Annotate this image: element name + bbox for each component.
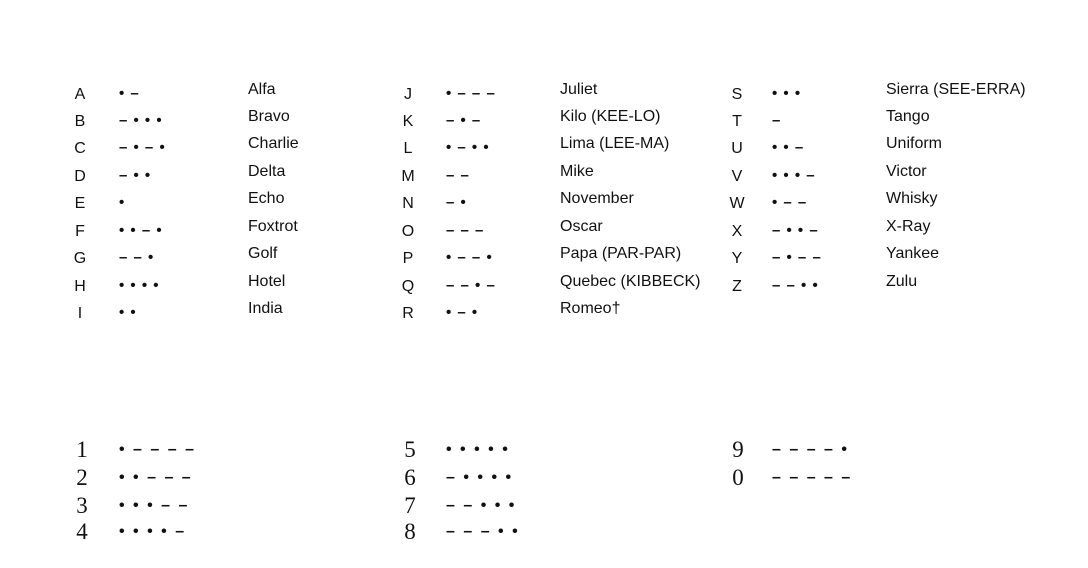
phonetic-word: Victor xyxy=(886,163,927,180)
morse-code: • • – xyxy=(772,139,805,156)
phonetic-word: Zulu xyxy=(886,273,918,290)
phonetic-word: Juliet xyxy=(560,81,598,98)
digit-char: 4 xyxy=(76,519,88,544)
morse-code: – • – xyxy=(446,112,482,129)
morse-code: • – – xyxy=(772,194,808,211)
digit-char: 7 xyxy=(404,493,416,518)
morse-code: – – • – xyxy=(446,277,496,294)
morse-code: • • – – – xyxy=(119,469,193,486)
phonetic-word: Lima (LEE-MA) xyxy=(560,135,670,152)
letter-char: A xyxy=(74,86,86,103)
letter-char: B xyxy=(74,113,86,130)
digit-char: 8 xyxy=(404,519,416,544)
morse-code: • – • • xyxy=(446,139,490,156)
letter-char: Q xyxy=(401,278,415,295)
phonetic-word: Whisky xyxy=(886,190,938,207)
letter-char: W xyxy=(729,195,745,212)
phonetic-word: Delta xyxy=(248,163,286,180)
letter-char: R xyxy=(402,305,414,322)
phonetic-word: Mike xyxy=(560,163,594,180)
letter-char: U xyxy=(731,140,743,157)
letter-char: X xyxy=(731,223,743,240)
morse-code: • – xyxy=(119,85,140,102)
phonetic-word: Echo xyxy=(248,190,285,207)
letter-char: H xyxy=(74,278,86,295)
morse-code: • • • • xyxy=(119,277,160,294)
morse-code: • • xyxy=(119,304,137,321)
morse-code: – – – xyxy=(446,222,485,239)
digit-char: 0 xyxy=(732,465,744,490)
phonetic-word: Hotel xyxy=(248,273,286,290)
morse-code: – • • • xyxy=(119,112,163,129)
morse-code: • • • • – xyxy=(119,523,187,540)
phonetic-word: November xyxy=(560,190,634,207)
morse-code: – – – – • xyxy=(772,441,849,458)
phonetic-word: Charlie xyxy=(248,135,299,152)
morse-code: – • • – xyxy=(772,222,819,239)
letter-char: P xyxy=(402,250,414,267)
letter-char: K xyxy=(402,113,414,130)
morse-code: • – – – – xyxy=(119,441,196,458)
phonetic-word: Papa (PAR-PAR) xyxy=(560,245,682,262)
morse-code: • • – • xyxy=(119,222,163,239)
digit-char: 9 xyxy=(732,437,744,462)
phonetic-word: Yankee xyxy=(886,245,940,262)
phonetic-word: India xyxy=(248,300,283,317)
phonetic-word: Kilo (KEE-LO) xyxy=(560,108,661,125)
morse-code: – – – – – xyxy=(772,469,853,486)
digit-char: 6 xyxy=(404,465,416,490)
letter-char: V xyxy=(731,168,743,185)
morse-code: • • • xyxy=(772,85,802,102)
letter-char: S xyxy=(731,86,743,103)
letter-char: T xyxy=(732,113,742,130)
morse-code: – – • • • xyxy=(446,497,517,514)
letter-char: M xyxy=(401,168,415,185)
morse-code: • • • – – xyxy=(119,497,190,514)
morse-code: – – xyxy=(446,167,470,184)
letter-char: D xyxy=(74,168,86,185)
digit-char: 5 xyxy=(404,437,416,462)
digit-char: 3 xyxy=(76,493,88,518)
phonetic-word: Bravo xyxy=(248,108,290,125)
morse-code: – – – • • xyxy=(446,523,520,540)
phonetic-word: Uniform xyxy=(886,135,943,152)
letter-char: O xyxy=(401,223,415,240)
morse-code: • • • • • xyxy=(446,441,510,458)
phonetic-word: Alfa xyxy=(248,81,276,98)
morse-code: – • • xyxy=(119,167,152,184)
letter-char: F xyxy=(75,223,85,240)
morse-code: • – – – xyxy=(446,85,496,102)
letter-char: C xyxy=(74,140,86,157)
phonetic-word: Quebec (KIBBECK) xyxy=(560,273,701,290)
morse-code: • • • – xyxy=(772,167,816,184)
letter-char: G xyxy=(73,250,87,267)
morse-code: • – – • xyxy=(446,249,493,266)
letter-char: Z xyxy=(732,278,742,295)
letter-char: J xyxy=(404,86,412,103)
letter-char: E xyxy=(74,195,86,212)
phonetic-word: Oscar xyxy=(560,218,603,235)
letter-char: I xyxy=(77,305,83,322)
phonetic-word: Foxtrot xyxy=(248,218,298,235)
morse-code: – – • • xyxy=(772,277,819,294)
phonetic-word: X-Ray xyxy=(886,218,931,235)
morse-code: – • – – xyxy=(772,249,822,266)
morse-code: – xyxy=(772,112,782,129)
phonetic-word: Tango xyxy=(886,108,930,125)
digit-char: 1 xyxy=(76,437,88,462)
letter-char: Y xyxy=(731,250,743,267)
morse-code: – • xyxy=(446,194,467,211)
digit-char: 2 xyxy=(76,465,88,490)
phonetic-word: Sierra (SEE-ERRA) xyxy=(886,81,1026,98)
letter-char: N xyxy=(402,195,414,212)
phonetic-word: Romeo† xyxy=(560,300,621,317)
morse-code: – • • • • xyxy=(446,469,514,486)
morse-code: • – • xyxy=(446,304,479,321)
morse-code: • xyxy=(119,194,126,211)
phonetic-word: Golf xyxy=(248,245,278,262)
morse-code: – – • xyxy=(119,249,155,266)
morse-code: – • – • xyxy=(119,139,166,156)
letter-char: L xyxy=(403,140,413,157)
